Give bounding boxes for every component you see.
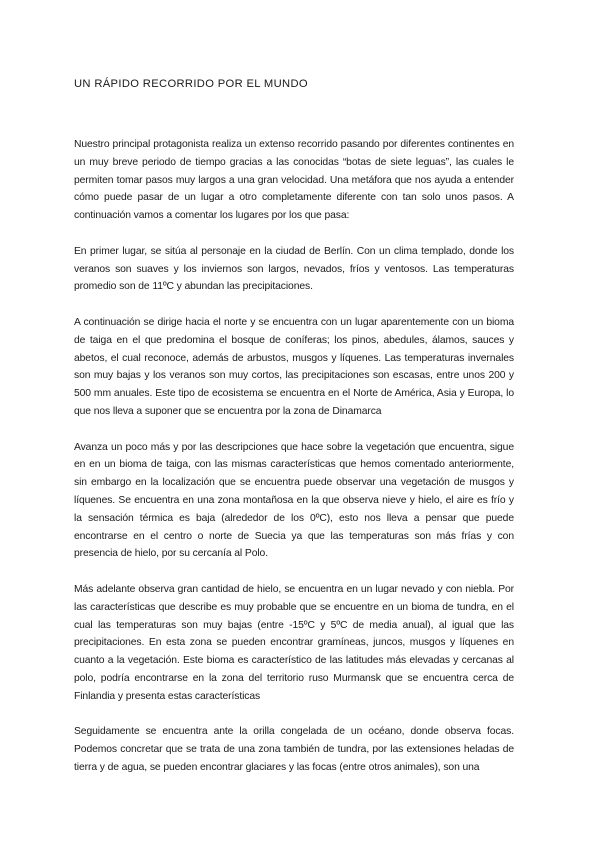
paragraph-intro: Nuestro principal protagonista realiza un extenso recorrido pasando por diferentes continentes en un muy breve periodo de tiempo gracias a las conocidas “botas de siete leguas”, las cuales le permiten tomar pasos muy largos a una gran velocidad. Una metáfora que nos ayuda a entender cómo puede pasar de un lugar a otro completamente diferente con tan solo unos pasos. A continuación vamos a comentar los lugares por los que pasa: (74, 139, 514, 222)
paragraph-frozen-ocean: Seguidamente se encuentra ante la orilla congelada de un océano, donde observa focas. Podemos concretar que se trata de una zona también de tundra, por las extensiones heladas de tierra y de agua, se pueden encontrar glaciares y las focas (entre otros animales), son una (74, 726, 514, 773)
page-title: UN RÁPIDO RECORRIDO POR EL MUNDO (74, 78, 308, 90)
document-body (74, 136, 514, 794)
paragraph-tundra-murmansk: Más adelante observa gran cantidad de hielo, se encuentra en un lugar nevado y con niebla. Por las características que describe es muy probable que se encuentre en un bioma de tundra, en el cual las temperaturas son muy bajas (entre -15ºC y 5ºC de media anual), al igual que las precipitaciones. En esta zona se pueden encontrar gramíneas, juncos, musgos y líquenes en cuanto a la vegetación. Este bioma es característico de las latitudes más elevadas y cercanas al polo, podría encontrarse en la zona del territorio ruso Murmansk que se encuentra cerca de Finlandia y presenta estas características (74, 583, 514, 702)
paragraph-taiga-denmark: A continuación se dirige hacia el norte y se encuentra con un lugar aparentemente con un bioma de taiga en el que predomina el bosque de coníferas; los pinos, abedules, álamos, sauces y abetos, el cual reconoce, además de arbustos, musgos y líquenes. Las temperaturas invernales son muy bajas y los veranos son muy cortos, las precipitaciones son escasas, entre unos 200 y 500 mm anuales. Este tipo de ecosistema se encuentra en el Norte de América, Asia y Europa, lo que nos lleva a suponer que se encuentra por la zona de Dinamarca (74, 316, 514, 417)
paragraph-taiga-sweden: Avanza un poco más y por las descripciones que hace sobre la vegetación que encuentra, sigue en en un bioma de taiga, con las mismas características que hemos comentado anteriormente, sin embargo en la localización que se encuentra puede observar una vegetación de musgos y líquenes. Se encuentra en una zona montañosa en la que observa nieve y hielo, el aire es frío y la sensación térmica es baja (alrededor de los 0ºC), esto nos lleva a pensar que puede encontrarse en el centro o norte de Suecia ya que las temperaturas son más frías y con presencia de hielo, por su cercanía al Polo. (74, 441, 514, 560)
paragraph-berlin: En primer lugar, se sitúa al personaje en la ciudad de Berlín. Con un clima templado, donde los veranos son suaves y los inviernos son largos, nevados, fríos y ventosos. Las temperaturas promedio son de 11ºC y abundan las precipitaciones. (74, 245, 514, 293)
